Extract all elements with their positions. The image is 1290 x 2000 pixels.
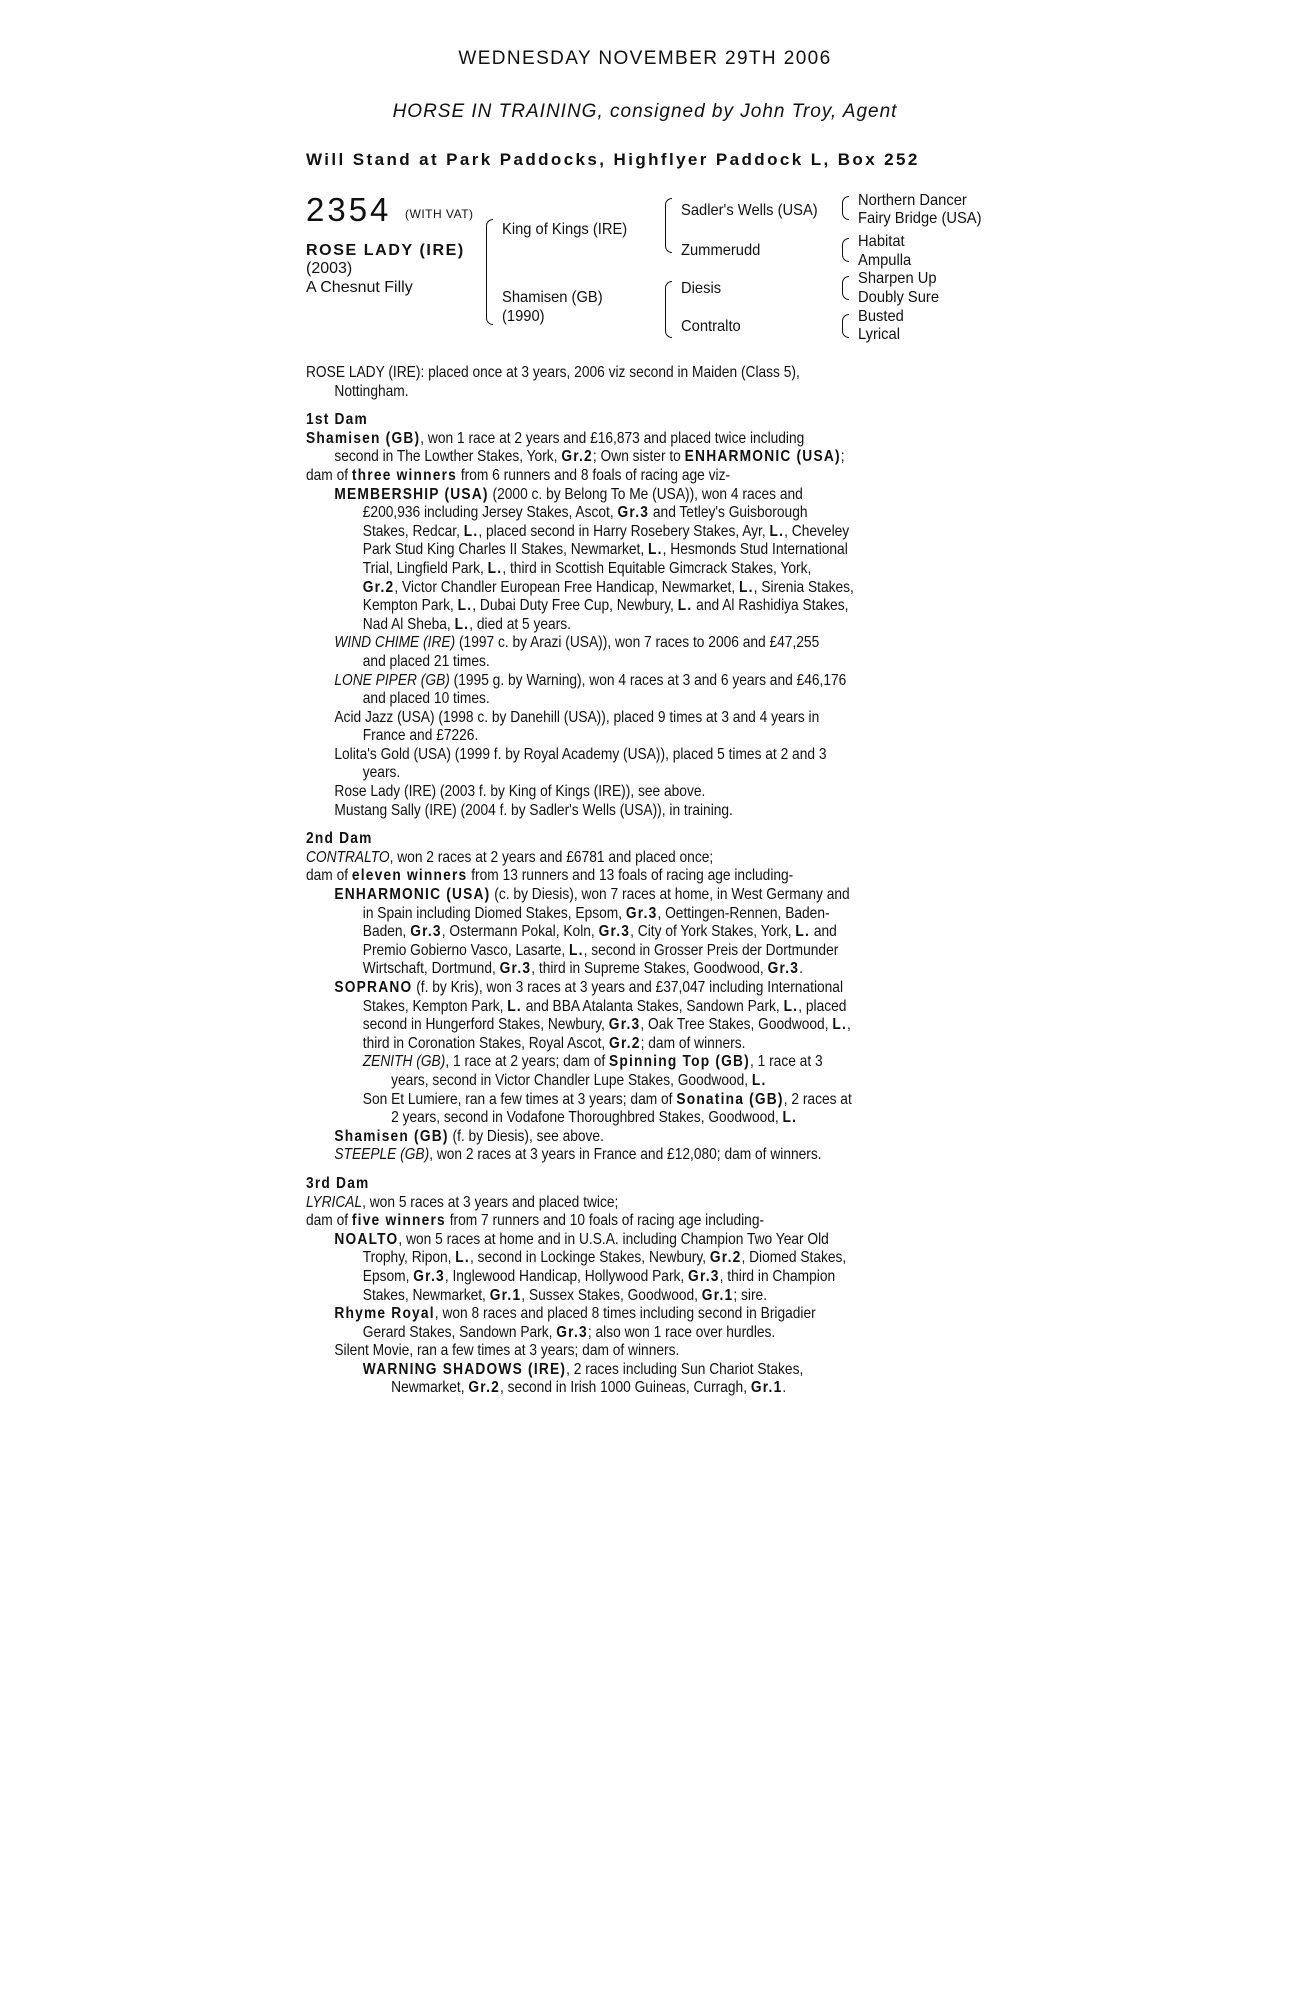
text-span: L. xyxy=(487,559,503,577)
text-span: ; Own sister to xyxy=(592,448,685,466)
progeny-line xyxy=(306,560,880,579)
text-span: and Tetley's Guisborough xyxy=(649,504,808,522)
horse-year: (2003) xyxy=(306,260,353,277)
text-span: L. xyxy=(507,997,522,1015)
progeny-line xyxy=(306,634,880,653)
text-span: Epsom, xyxy=(362,1267,414,1285)
text-span: (2000 c. by Belong To Me (USA)), won 4 races and xyxy=(488,485,803,503)
text-span: L. xyxy=(569,941,584,959)
text-span: Gr.3 xyxy=(608,1016,641,1034)
progeny-line xyxy=(306,672,880,691)
text-span: , Diomed Stakes, xyxy=(741,1249,847,1267)
text-span: L. xyxy=(739,578,754,596)
text-span: Lolita's Gold (USA) (1999 f. by Royal Academy (USA)), placed 5 times at 2 and 3 xyxy=(334,745,827,763)
text-span: , won 2 races at 3 years in France and £12,080; dam of winners. xyxy=(429,1146,822,1164)
text-span: and Al Rashidiya Stakes, xyxy=(692,597,849,615)
text-span: , third in Scottish Equitable Gimcrack Stakes, York, xyxy=(502,559,812,577)
progeny-line xyxy=(306,523,880,542)
text-span: Gr.2 xyxy=(561,448,593,466)
text-span: LYRICAL xyxy=(306,1193,363,1211)
text-span: and BBA Atalanta Stakes, Sandown Park, xyxy=(521,997,784,1015)
pedigree-sire: King of Kings (IRE) xyxy=(502,221,628,238)
text-span: (f. by Diesis), see above. xyxy=(448,1127,604,1145)
text-span: and xyxy=(810,923,837,941)
text-span: L. xyxy=(677,597,693,615)
pedigree-sire-dam: Zummerudd xyxy=(681,242,761,259)
progeny-line xyxy=(306,1342,880,1361)
text-span: from 7 runners and 10 foals of racing age including- xyxy=(445,1212,765,1230)
text-span: years, second in Victor Chandler Lupe Stakes, Goodwood, xyxy=(391,1071,752,1089)
text-span: Stakes, Newmarket, xyxy=(362,1286,490,1304)
text-span: Rhyme Royal xyxy=(334,1305,435,1323)
text-span: , Victor Chandler European Free Handicap, Newmarket, xyxy=(394,578,740,596)
progeny-line xyxy=(306,1109,880,1128)
text-span: . xyxy=(782,1379,787,1397)
text-span: L. xyxy=(751,1071,767,1089)
text-span: Gr.1 xyxy=(489,1286,522,1304)
vat-note: (WITH VAT) xyxy=(405,207,474,221)
text-span: Rose Lady (IRE) (2003 f. by King of Kings (IRE)), see above. xyxy=(334,783,706,801)
text-span: , placed second in Harry Rosebery Stakes, Ayr, xyxy=(478,522,770,540)
text-span: , won 8 races and placed 8 times including second in Brigadier xyxy=(434,1305,816,1323)
progeny-line xyxy=(306,1231,880,1250)
pedigree-bracket-dam xyxy=(665,281,672,338)
text-span: Stakes, Redcar, xyxy=(362,522,464,540)
text-span: Gr.3 xyxy=(413,1267,445,1285)
progeny-line xyxy=(306,1053,880,1072)
text-span: in Spain including Diomed Stakes, Epsom, xyxy=(362,904,626,922)
text-span: eleven winners xyxy=(351,867,468,885)
sale-date: WEDNESDAY NOVEMBER 29TH 2006 xyxy=(458,48,832,69)
text-span: (c. by Diesis), won 7 races at home, in West Germany and xyxy=(490,886,850,904)
text-span: L. xyxy=(454,615,470,633)
text-span: , placed xyxy=(798,997,847,1015)
text-span: MEMBERSHIP (USA) xyxy=(334,485,489,503)
pedigree-g8: Lyrical xyxy=(858,326,900,343)
text-span: second in The Lowther Stakes, York, xyxy=(334,448,562,466)
progeny-line xyxy=(306,1016,880,1035)
text-span: . xyxy=(799,960,803,978)
progeny-line xyxy=(306,616,880,635)
text-span: from 13 runners and 13 foals of racing age including- xyxy=(467,867,794,885)
text-span: dam of xyxy=(306,867,352,885)
text-span: Gr.2 xyxy=(709,1249,742,1267)
text-span: , third in Champion xyxy=(719,1267,836,1285)
text-span: years. xyxy=(362,764,401,782)
progeny-line xyxy=(306,923,880,942)
pedigree-dam-year: (1990) xyxy=(502,308,545,325)
text-span: , second in Grosser Preis der Dortmunder xyxy=(583,941,839,959)
text-span: , Oak Tree Stakes, Goodwood, xyxy=(640,1016,833,1034)
text-span: , Ostermann Pokal, Koln, xyxy=(441,923,599,941)
text-span: 3rd Dam xyxy=(306,1174,370,1192)
text-span: L. xyxy=(457,597,473,615)
second-dam-line xyxy=(306,867,880,886)
text-span: L. xyxy=(648,541,663,559)
text-span: L. xyxy=(832,1016,848,1034)
text-span: Son Et Lumiere, ran a few times at 3 years; dam of xyxy=(362,1090,677,1108)
catalogue-text xyxy=(306,364,974,1398)
progeny-line xyxy=(306,979,880,998)
text-span: WARNING SHADOWS (IRE) xyxy=(362,1360,567,1378)
progeny-line xyxy=(306,960,880,979)
text-span: Park Stud King Charles II Stakes, Newmarket, xyxy=(362,541,649,559)
progeny-line xyxy=(306,886,880,905)
pedigree-g1: Northern Dancer xyxy=(858,192,967,209)
text-span: L. xyxy=(783,997,799,1015)
pedigree-bracket-g3 xyxy=(842,276,849,300)
text-span: and placed 21 times. xyxy=(362,652,490,670)
text-span: Gr.3 xyxy=(767,960,800,978)
text-span: , 1 race at 2 years; dam of xyxy=(445,1053,609,1071)
text-span: , died at 5 years. xyxy=(469,615,571,633)
text-span: , won 5 races at home and in U.S.A. including Champion Two Year Old xyxy=(398,1230,829,1248)
text-span: Spinning Top (GB) xyxy=(608,1053,750,1071)
text-span: , Dubai Duty Free Cup, Newbury, xyxy=(472,597,678,615)
text-span: , Cheveley xyxy=(784,522,850,540)
text-span: ENHARMONIC (USA) xyxy=(684,448,841,466)
first-dam-line xyxy=(306,467,880,486)
text-span: five winners xyxy=(351,1212,446,1230)
text-span: , Oettingen-Rennen, Baden- xyxy=(657,904,830,922)
text-span: Shamisen (GB) xyxy=(334,1127,449,1145)
text-span: Gr.1 xyxy=(701,1286,734,1304)
text-span: Kempton Park, xyxy=(362,597,458,615)
text-span: L. xyxy=(782,1109,798,1127)
progeny-line xyxy=(306,1268,880,1287)
text-span: Trophy, Ripon, xyxy=(362,1249,456,1267)
pedigree-bracket-g2 xyxy=(842,238,849,262)
text-span: 1st Dam xyxy=(306,411,368,429)
progeny-line xyxy=(306,1305,880,1324)
text-span: 2 years, second in Vodafone Thoroughbred Stakes, Goodwood, xyxy=(391,1109,783,1127)
text-span: Trial, Lingfield Park, xyxy=(362,559,488,577)
progeny-line xyxy=(306,709,880,728)
second-dam-line xyxy=(306,849,880,868)
spacer xyxy=(306,401,974,411)
pedigree-dam-sire: Diesis xyxy=(681,280,722,297)
pedigree-g6: Doubly Sure xyxy=(858,289,940,306)
progeny-line xyxy=(306,1146,880,1165)
spacer xyxy=(306,820,974,830)
text-span: , third in Supreme Stakes, Goodwood, xyxy=(531,960,768,978)
text-span: SOPRANO xyxy=(334,979,413,996)
text-span: , Sirenia Stakes, xyxy=(753,578,854,596)
text-span: Gr.3 xyxy=(410,923,442,941)
progeny-line xyxy=(306,764,880,783)
text-span: from 6 runners and 8 foals of racing age viz- xyxy=(457,466,731,484)
pedigree-g7: Busted xyxy=(858,308,904,325)
text-span: , won 2 races at 2 years and £6781 and placed once; xyxy=(389,848,714,866)
text-span: L. xyxy=(455,1249,470,1267)
text-span: Acid Jazz (USA) (1998 c. by Danehill (USA)), placed 9 times at 3 and 4 years in xyxy=(334,708,820,726)
racing-record xyxy=(306,364,880,383)
text-span: Newmarket, xyxy=(391,1379,469,1397)
text-span: , 2 races including Sun Chariot Stakes, xyxy=(566,1360,804,1378)
progeny-line xyxy=(306,541,880,560)
text-span: three winners xyxy=(351,466,458,484)
progeny-line xyxy=(306,486,880,505)
progeny-line xyxy=(306,727,880,746)
text-span: Mustang Sally (IRE) (2004 f. by Sadler's Wells (USA)), in training. xyxy=(334,801,733,819)
progeny-line xyxy=(306,942,880,961)
text-span: second in Hungerford Stakes, Newbury, xyxy=(362,1016,609,1034)
progeny-line xyxy=(306,1379,880,1398)
text-span: , second in Lockinge Stakes, Newbury, xyxy=(469,1249,710,1267)
spacer xyxy=(306,1165,974,1175)
text-span: , 1 race at 3 xyxy=(749,1053,823,1071)
progeny-line xyxy=(306,1091,880,1110)
text-span: ; also won 1 race over hurdles. xyxy=(587,1323,776,1341)
text-span: Gerard Stakes, Sandown Park, xyxy=(362,1323,557,1341)
text-span: Nottingham. xyxy=(334,382,409,400)
text-span: Sonatina (GB) xyxy=(676,1090,784,1108)
text-span: Gr.3 xyxy=(598,923,631,941)
progeny-line xyxy=(306,1249,880,1268)
third-dam-line xyxy=(306,1212,880,1231)
progeny-line xyxy=(306,690,880,709)
text-span: NOALTO xyxy=(334,1230,399,1248)
progeny-line xyxy=(306,504,880,523)
progeny-line xyxy=(306,1287,880,1306)
text-span: , won 1 race at 2 years and £16,873 and placed twice including xyxy=(420,429,805,447)
racing-record-cont xyxy=(306,383,880,402)
text-span: ZENITH (GB) xyxy=(362,1053,446,1071)
text-span: Gr.2 xyxy=(609,1034,641,1052)
text-span: , xyxy=(847,1016,851,1034)
text-span: third in Coronation Stakes, Royal Ascot, xyxy=(362,1034,610,1052)
text-span: dam of xyxy=(306,1212,352,1230)
lot-number: 2354 xyxy=(306,191,392,228)
progeny-line xyxy=(306,597,880,616)
progeny-line xyxy=(306,1035,880,1054)
pedigree-g2: Fairy Bridge (USA) xyxy=(858,210,982,227)
pedigree-dam-dam: Contralto xyxy=(681,318,741,335)
horse-description: A Chesnut Filly xyxy=(306,279,413,296)
text-span: Gr.3 xyxy=(688,1267,720,1285)
text-span: and placed 10 times. xyxy=(362,690,490,708)
text-span: (1997 c. by Arazi (USA)), won 7 races to 2006 and £47,255 xyxy=(455,634,820,652)
progeny-line xyxy=(306,1072,880,1091)
text-span: L. xyxy=(463,522,479,540)
text-span: Gr.3 xyxy=(617,504,650,522)
text-span: Gr.3 xyxy=(499,960,532,978)
text-span: ROSE LADY (IRE): placed once at 3 years, 2006 viz second in Maiden (Class 5), xyxy=(306,364,800,381)
progeny-line xyxy=(306,802,880,821)
text-span: Premio Gobierno Vasco, Lasarte, xyxy=(362,941,570,959)
text-span: France and £7226. xyxy=(362,727,479,745)
progeny-line xyxy=(306,783,880,802)
text-span: , Sussex Stakes, Goodwood, xyxy=(521,1286,702,1304)
text-span: L. xyxy=(769,522,785,540)
text-span: Baden, xyxy=(362,923,411,941)
text-span: STEEPLE (GB) xyxy=(334,1146,430,1164)
second-dam-heading xyxy=(306,830,880,849)
progeny-line xyxy=(306,905,880,924)
text-span: ; xyxy=(840,448,845,466)
text-span: Gr.3 xyxy=(625,904,658,922)
progeny-line xyxy=(306,653,880,672)
progeny-line xyxy=(306,998,880,1017)
text-span: 2nd Dam xyxy=(306,830,373,848)
text-span: £200,936 including Jersey Stakes, Ascot, xyxy=(362,504,618,522)
text-span: CONTRALTO xyxy=(306,848,390,866)
progeny-line xyxy=(306,1324,880,1343)
text-span: Wirtschaft, Dortmund, xyxy=(362,960,500,978)
text-span: ; dam of winners. xyxy=(640,1034,746,1052)
text-span: ENHARMONIC (USA) xyxy=(334,886,491,904)
first-dam-heading xyxy=(306,411,880,430)
pedigree-dam: Shamisen (GB) xyxy=(502,289,603,306)
pedigree-g3: Habitat xyxy=(858,233,905,250)
text-span: ; sire. xyxy=(733,1286,768,1304)
text-span: L. xyxy=(795,923,811,941)
consignment-line: HORSE IN TRAINING, consigned by John Troy, Agent xyxy=(392,101,898,122)
text-span: , 2 races at xyxy=(783,1090,852,1108)
text-span: Gr.2 xyxy=(362,578,395,596)
text-span: , Inglewood Handicap, Hollywood Park, xyxy=(444,1267,689,1285)
pedigree-bracket-g1 xyxy=(842,196,849,220)
first-dam-line xyxy=(306,430,880,449)
pedigree-g4: Ampulla xyxy=(858,252,912,269)
pedigree-g5: Sharpen Up xyxy=(858,270,937,287)
text-span: , Hesmonds Stud International xyxy=(662,541,848,559)
text-span: dam of xyxy=(306,466,352,484)
progeny-line xyxy=(306,1128,880,1147)
text-span: Silent Movie, ran a few times at 3 years; dam of winners. xyxy=(334,1342,680,1360)
progeny-line xyxy=(306,746,880,765)
text-span: Nad Al Sheba, xyxy=(362,615,455,633)
pedigree-bracket-g4 xyxy=(842,314,849,338)
pedigree-bracket-sire xyxy=(665,198,672,253)
pedigree-sire-sire: Sadler's Wells (USA) xyxy=(681,202,818,219)
text-span: Gr.1 xyxy=(750,1379,783,1397)
text-span: LONE PIPER (GB) xyxy=(334,671,450,689)
text-span: Gr.2 xyxy=(468,1379,500,1397)
third-dam-line xyxy=(306,1194,880,1213)
progeny-line xyxy=(306,1361,880,1380)
text-span: (f. by Kris), won 3 races at 3 years and £37,047 including International xyxy=(412,979,844,996)
text-span: , second in Irish 1000 Guineas, Curragh, xyxy=(499,1379,751,1397)
text-span: Gr.3 xyxy=(556,1323,588,1341)
third-dam-heading xyxy=(306,1175,880,1194)
text-span: Shamisen (GB) xyxy=(306,429,421,447)
text-span: Stakes, Kempton Park, xyxy=(362,997,508,1015)
progeny-line xyxy=(306,579,880,598)
horse-name: ROSE LADY (IRE) xyxy=(306,242,465,259)
text-span: , won 5 races at 3 years and placed twice; xyxy=(362,1193,619,1211)
pedigree-bracket-sire-dam xyxy=(486,219,493,325)
text-span: , City of York Stakes, York, xyxy=(630,923,796,941)
stand-location: Will Stand at Park Paddocks, Highflyer Paddock L, Box 252 xyxy=(306,150,920,169)
text-span: (1995 g. by Warning), won 4 races at 3 and 6 years and £46,176 xyxy=(449,671,847,689)
text-span: WIND CHIME (IRE) xyxy=(334,634,456,652)
first-dam-line xyxy=(306,448,880,467)
